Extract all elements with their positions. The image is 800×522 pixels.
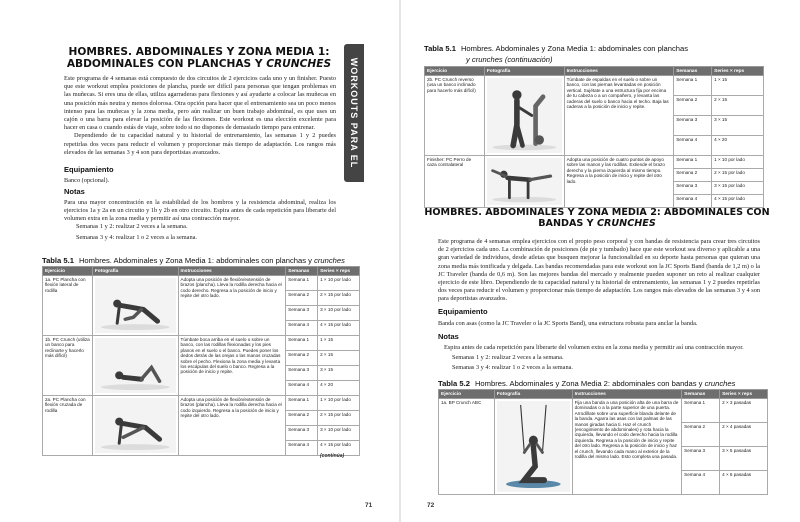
sets-reps: 4 × 6 pasadas	[720, 471, 768, 495]
sets-reps: 2 × 15 por lado	[712, 169, 764, 182]
exercise-instructions: Adopta una posición de flexión/extensión de brazos (plancha). Lleva la rodilla derecha hacia el codo izquierdo. Regresa a la posición de inicio y repite del otro lado.	[178, 396, 286, 456]
table-row	[425, 76, 764, 96]
sets-reps: 1 × 15	[318, 336, 360, 351]
right-notes-line2: Semanas 3 y 4: realizar 1 o 2 veces a la semana.	[452, 364, 573, 371]
table-row	[425, 156, 764, 169]
sets-reps: 3 × 10 por lado	[318, 426, 360, 441]
sets-reps: 3 × 15 por lado	[712, 182, 764, 195]
right-intro: Este programa de 4 semanas emplea ejercicios con el propio peso corporal y con bandas de resistencia para crear tres circuitos de 2 ejercicios cada uno. La combinación de posiciones (de pie y tumbado) hace que este workout sea diverso y aplicable a una gran variedad de individuos, desde atletas que busquen mejorar la funcionalidad en su deporte hasta personas que quieran una zona media más tonificada y delgada. Las bandas recomendadas para este workout son la JC Sports Band (banda de 1,2 m) o la JC Traveler (banda de 0,6 m). Son las mejores bandas del mercado y realmente pueden suponer un reto al realizar cualquier ejercicio de este libro. Dependiendo de tu capacidad natural y tu historial de entrenamiento, las semanas 1 y 2 puedes repetirlas dos veces para reducir el volumen y proporcionar más tiempo de adaptación. Los rangos más elevados de las semanas 3 y 4 son para deportistas avanzados.	[438, 238, 760, 303]
left-notes-line1: Semanas 1 y 2: realizar 2 veces a la semana.	[76, 223, 188, 230]
exercise-instructions: Túmbate de espaldas en el suelo o sobre un banco, con las piernas levantadas en posición vertical. Sujétate a una estructura fija por encima de tu cabeza o a un compañero, y levanta las caderas del suelo o banco hacia el techo. Baja las caderas a la posición de inicio y repite.	[564, 76, 674, 156]
exercise-photo	[92, 396, 178, 456]
left-exercise-table	[42, 266, 360, 456]
col-header-exercise: Ejercicio	[425, 67, 485, 76]
week-label: Semana 4	[674, 136, 712, 156]
left-notes-text: Para una mayor concentración en la estabilidad de los hombros y la resistencia abdominal, realiza los ejercicios 1a y 2a en un circuito y 1b y 2b en otro circuito. Espira antes de cada repetición para liberarte del volumen extra en la zona media y permitir así una contracción mayor.	[64, 199, 336, 223]
week-label: Semana 4	[682, 471, 720, 495]
left-equipment-text: Banco (opcional).	[64, 177, 110, 184]
page-number-right: 72	[427, 502, 435, 509]
exercise-photo	[484, 76, 564, 156]
exercise-name: 1b. PC Crunch (utiliza un banco para reclinarte y hacerlo más difícil)	[43, 336, 93, 396]
week-label: Semana 1	[674, 156, 712, 169]
right-table-cont-title: Tabla 5.1 Hombres. Abdominales y Zona Media 1: abdominales con planchas	[424, 44, 689, 53]
right-table-cont-title-line2: y crunches (continuación)	[466, 55, 553, 64]
week-label: Semana 3	[674, 116, 712, 136]
col-header-instructions: Instrucciones	[564, 67, 674, 76]
table-row	[43, 336, 360, 351]
col-header-exercise: Ejercicio	[43, 267, 93, 276]
sets-reps: 2 × 15	[712, 96, 764, 116]
continued-note: (continúa)	[320, 453, 345, 459]
right-notes-line1: Semanas 1 y 2: realizar 2 veces a la semana.	[452, 354, 564, 361]
right-notes-heading: Notas	[438, 332, 459, 341]
col-header-sets: Series × reps	[720, 390, 768, 399]
week-label: Semana 2	[682, 423, 720, 447]
week-label: Semana 4	[674, 195, 712, 208]
week-label: Semana 1	[286, 276, 318, 291]
week-label: Semana 1	[286, 336, 318, 351]
col-header-sets: Series × reps	[712, 67, 764, 76]
sets-reps: 2 × 15	[318, 351, 360, 366]
right-exercise-table-2	[438, 389, 768, 495]
right-continued-table	[424, 66, 764, 208]
week-label: Semana 4	[286, 381, 318, 396]
sets-reps: 3 × 5 pasadas	[720, 447, 768, 471]
exercise-photo	[494, 399, 572, 495]
week-label: Semana 2	[286, 351, 318, 366]
sets-reps: 1 × 10 por lado	[318, 276, 360, 291]
sets-reps: 1 × 10 por lado	[318, 396, 360, 411]
week-label: Semana 3	[286, 306, 318, 321]
col-header-photo: Fotografía	[494, 390, 572, 399]
left-intro: Este programa de 4 semanas está compuesto de dos circuitos de 2 ejercicios cada uno y un finisher. Puesto que este workout emplea posiciones de plancha, puede ser difícil para personas que tengan problemas en las muñecas. Si eres una de ellas, utiliza agarraderas para flexiones y así ayudarte a colocar las muñecas en una posición más neutra y menos dolorosa. Otra opción para hacer que el entrenamiento sea un poco menos intenso para las muñecas y la zona media, pero aún realizar un buen trabajo abdominal, es que uses un cajón o una barra para elevar la posición de las flexiones. Este workout es una elección excelente para hacer en casa o cuando estás de viaje, sobre todo si no dispones de demasiado tiempo para entrenar. Dependiendo de tu capacidad natural y tu historial de entrenamiento, las semanas 1 y 2 puedes repetirlas dos veces para reducir el volumen y proporcionar más tiempo de adaptación. Los rangos más elevados de las semanas 3 y 4 son para deportistas avanzados.	[64, 75, 336, 156]
exercise-name: 1a. PC Plancha con flexión lateral de rodilla	[43, 276, 93, 336]
week-label: Semana 2	[286, 291, 318, 306]
left-equipment-heading: Equipamiento	[64, 165, 114, 174]
sets-reps: 4 × 20	[712, 136, 764, 156]
right-table2-title: Tabla 5.2 Hombres. Abdominales y Zona Media 2: abdominales con bandas y crunches	[438, 379, 736, 388]
exercise-name: 1a. BP Crunch ABC	[439, 399, 495, 495]
col-header-weeks: Semanas	[286, 267, 318, 276]
sets-reps: 2 × 3 pasadas	[720, 399, 768, 423]
col-header-weeks: Semanas	[682, 390, 720, 399]
left-heading: HOMBRES. ABDOMINALES Y ZONA MEDIA 1: ABDOMINALES CON PLANCHAS Y CRUNCHES	[66, 46, 332, 71]
sets-reps: 4 × 20	[318, 381, 360, 396]
table-row	[43, 276, 360, 291]
week-label: Semana 3	[286, 366, 318, 381]
week-label: Semana 2	[674, 169, 712, 182]
col-header-weeks: Semanas	[674, 67, 712, 76]
exercise-instructions: Adopta una posición de cuatro puntos de apoyo sobre las manos y las rodillas. Extiende el brazo derecho y la pierna izquierda al mismo tiempo. Regresa a la posición de inicio y repite del otro lado.	[564, 156, 674, 208]
sets-reps: 3 × 15	[318, 366, 360, 381]
sets-reps: 1 × 10 por lado	[712, 156, 764, 169]
exercise-name: Finisher: PC Perro de caza contralateral	[425, 156, 485, 208]
sets-reps: 2 × 15 por lado	[318, 291, 360, 306]
sets-reps: 4 × 15 por lado	[712, 195, 764, 208]
week-label: Semana 1	[286, 396, 318, 411]
week-label: Semana 2	[286, 411, 318, 426]
sets-reps: 3 × 10 por lado	[318, 306, 360, 321]
col-header-photo: Fotografía	[484, 67, 564, 76]
week-label: Semana 3	[682, 447, 720, 471]
week-label: Semana 2	[674, 96, 712, 116]
chapter-side-tab: WORKOUTS PARA EL	[344, 44, 364, 182]
right-notes-text: Espira antes de cada repetición para liberarte del volumen extra en la zona media y permitir así una contracción mayor.	[444, 344, 744, 351]
right-equipment-heading: Equipamiento	[438, 307, 488, 316]
sets-reps: 4 × 15 por lado	[318, 321, 360, 336]
sets-reps: 3 × 15	[712, 116, 764, 136]
sets-reps: 4 × 15 por lado	[318, 441, 360, 456]
left-notes-heading: Notas	[64, 187, 85, 196]
table-row	[439, 399, 768, 423]
book-spine	[399, 0, 401, 522]
week-label: Semana 4	[286, 441, 318, 456]
exercise-instructions: Adopta una posición de flexión/extensión de brazos (plancha). Lleva la rodilla derecha hacia el codo derecho. Regresa a la posición de inicio y repite del otro lado.	[178, 276, 286, 336]
sets-reps: 2 × 4 pasadas	[720, 423, 768, 447]
left-table-title: Tabla 5.1 Hombres. Abdominales y Zona Media 1: abdominales con planchas y crunches	[42, 256, 345, 265]
exercise-instructions: Túmbate boca arriba en el suelo o sobre un banco, con las rodillas flexionadas y los pies planos en el suelo o el banco. Puedes poner los dedos detrás de las orejas o las manos cruzadas sobre el pecho. Flexiona la zona media y levanta los escápulas del suelo o banco. Regresa a la posición de inicio y repite.	[178, 336, 286, 396]
col-header-instructions: Instrucciones	[178, 267, 286, 276]
col-header-photo: Fotografía	[92, 267, 178, 276]
table-row	[43, 396, 360, 411]
week-label: Semana 1	[682, 399, 720, 423]
right-equipment-text: Banda con asas (como la JC Traveler o la JC Sports Band), una estructura robusta para anclar la banda.	[438, 320, 698, 327]
exercise-instructions: Fija una banda a una posición alta de una barra de dominadas o a la parte superior de una puerta. Arrodíllate sobre una superficie blanda delante de la banda. Agarra las asas con las palmas de las manos giradas hacia ti. Haz el crunch (encogimiento de abdominales) y rota hacia la izquierda, llevando el codo derecho hacia la rodilla izquierda. Regresa a la posición de inicio y repite del otro lado. Regresa a la posición de inicio y haz el crunch, llevando cada mano al exterior de la rodilla del mismo lado. Esto completa una pasada.	[572, 399, 682, 495]
exercise-photo	[92, 276, 178, 336]
sets-reps: 1 × 15	[712, 76, 764, 96]
week-label: Semana 4	[286, 321, 318, 336]
sets-reps: 2 × 15 por lado	[318, 411, 360, 426]
page-number-left: 71	[365, 502, 373, 509]
exercise-name: 2a. PC Plancha con flexión cruzada de rodilla	[43, 396, 93, 456]
exercise-name: 2b. PC Crunch reverso (usa un banco inclinado para hacerlo más difícil)	[425, 76, 485, 156]
week-label: Semana 3	[674, 182, 712, 195]
exercise-photo	[92, 336, 178, 396]
week-label: Semana 3	[286, 426, 318, 441]
col-header-sets: Series × reps	[318, 267, 360, 276]
exercise-photo	[484, 156, 564, 208]
week-label: Semana 1	[674, 76, 712, 96]
left-notes-line2: Semanas 3 y 4: realizar 1 o 2 veces a la semana.	[76, 234, 197, 241]
col-header-exercise: Ejercicio	[439, 390, 495, 399]
col-header-instructions: Instrucciones	[572, 390, 682, 399]
right-heading: HOMBRES. ABDOMINALES Y ZONA MEDIA 2: ABDOMINALES CON BANDAS Y CRUNCHES	[424, 207, 770, 230]
